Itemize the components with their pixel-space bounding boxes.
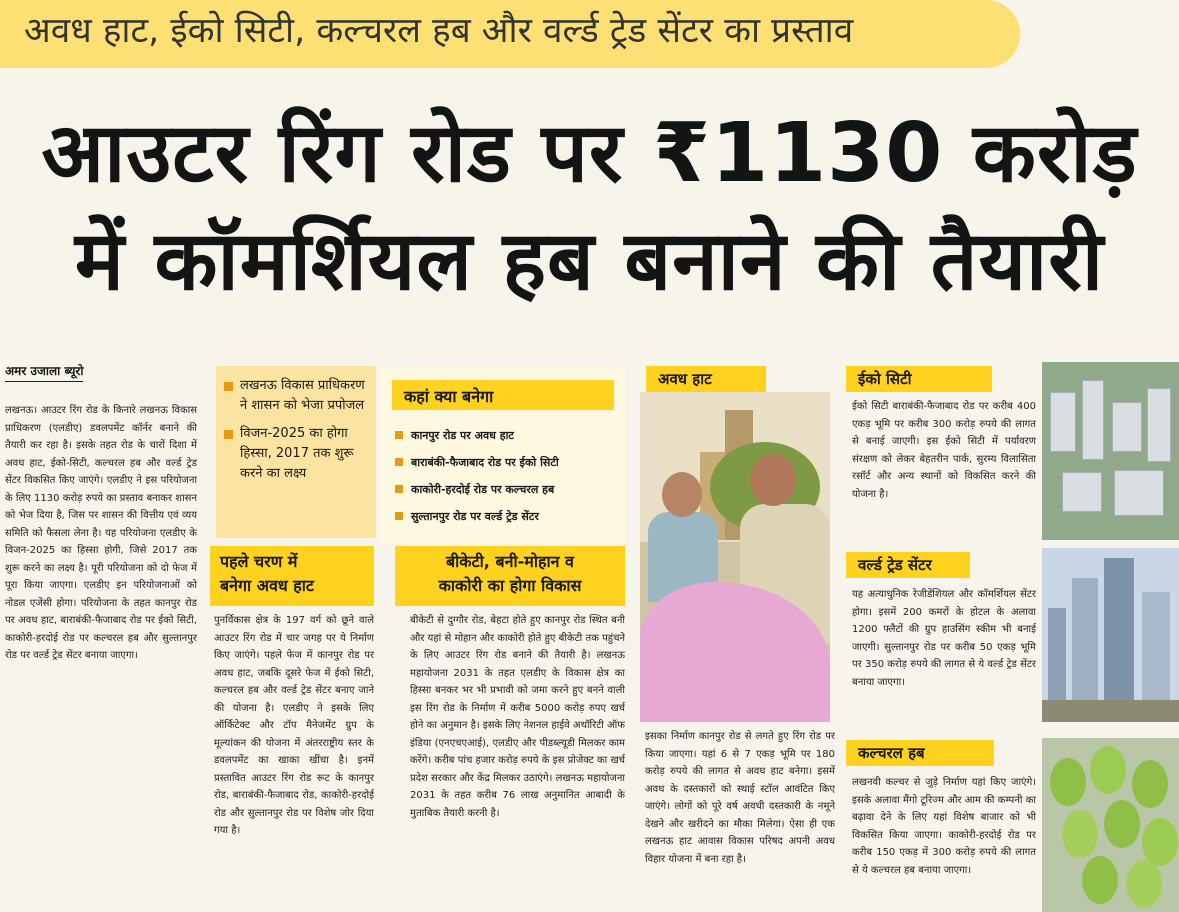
wtc-tag: वर्ल्ड ट्रेड सेंटर <box>846 552 970 578</box>
wtc-rendering <box>1042 548 1179 722</box>
awadh-haat-body: इसका निर्माण कानपुर रोड से लगते हुए रिंग रोड पर किया जाएगा। यहां 6 से 7 एकड़ भूमि पर 180 करोड़ रुपये की लागत से अवध हाट बनेगा। इसमें अवध के दस्तकारों को स्थाई स्टॉल आवंटित किए जाएंगे। लोगों को पूरे वर्ष अवधी दस्तकारी के नमूने देखने और खरीदने का मौका मिलेगा। ऐसा ही एक लखनऊ हाट आवास विकास परिषद अपनी अवध विहार योजना में बना रहा है। <box>645 731 835 865</box>
phase2-body: बीकेटी से दुग्गौर रोड, बेहटा होते हुए कानपुर रोड स्थित बनी और यहां से मोहान और काकोरी होते हुए बीकेटी तक पहुंचने के लिए आउटर रिंग रोड बनाने की तैयारी है। लखनऊ महायोजना 2031 के तहत एलडीए के विकास क्षेत्र का हिस्सा बनकर भर भी प्रभावी को जमा करने हुए बनने वाली इस रिंग रोड के निर्माण में करीब 5000 करोड़ रुपए खर्च होने का अनुमान है। इसके लिए नेशनल हाईवे अथॉरिटी ऑफ इंडिया (एनएचएआई), एलडीए और पीडब्ल्यूडी मिलकर काम करेंगे। करीब पांच हजार करोड़ रुपये के इस प्रोजेक्ट का खर्च प्रदेश सरकार और केंद्र मिलकर उठाएंगे। लखनऊ महायोजना 2031 के तहत करीब 76 लाख अनुमानित आबादी के मुताबिक तैयारी करनी है। <box>410 615 625 819</box>
artisans-photo <box>640 392 830 722</box>
phase2-heading <box>395 546 625 606</box>
headline <box>0 100 1179 316</box>
where-box-title: कहां क्या बनेगा <box>392 380 614 410</box>
where-item: बाराबंकी-फैजाबाद रोड पर ईको सिटी <box>395 455 559 470</box>
awadh-haat-tag: अवध हाट <box>646 366 766 392</box>
col1-body: लखनऊ। आउटर रिंग रोड के किनारे लखनऊ विकास प्राधिकरण (एलडीए) डवलपमेंट कॉर्नर बनाने की तैयारी कर रहा है। इसके तहत रोड के चारों दिशा में अवध हाट, ईको-सिटी, कल्चरल हब और वर्ल्ड ट्रेड सेंटर विकसित किए जाएंगे। एलडीए ने इस परियोजना के लिए 1130 करोड़ रुपये का प्रस्ताव बनाकर शासन को भेज दिया है, जिस पर शासन की वित्तीय एवं व्यय समिति को फैसला लेना है। यह परियोजना एलडीए के विजन-2025 का हिस्सा होगी, जिसे 2017 तक शुरू करने का लक्ष्य है। पूरी परियोजना को दो फेज में पूरा किया जाएगा। एलडीए इन परियोजनाओं को नोडल एजेंसी होगा। परियोजना के तहत कानपुर रोड पर अवध हाट, बाराबंकी-फैजाबाद रोड पर ईको सिटी, काकोरी-हरदोई रोड पर कल्चरल हब और सुल्तानपुर रोड पर वर्ल्ड ट्रेड सेंटर बनाया जाएगा। <box>5 405 197 661</box>
eco-city-rendering <box>1042 362 1179 540</box>
eco-city-tag: ईको सिटी <box>846 366 992 392</box>
highlight-item: विजन-2025 का होगा हिस्सा, 2017 तक शुरू करने का लक्ष्य <box>222 424 370 484</box>
where-item: काकोरी-हरदोई रोड पर कल्चरल हब <box>395 482 554 497</box>
where-item: सुल्तानपुर रोड पर वर्ल्ड ट्रेड सेंटर <box>395 509 539 524</box>
phase2-heading-line1: बीकेटी, बनी-मोहान व <box>446 552 574 571</box>
eco-city-body: ईको सिटी बाराबंकी-फैजाबाद रोड पर करीब 400 एकड़ भूमि पर करीब 300 करोड़ रुपये की लागत से बनाई जाएगी। इस ईको सिटी में पर्यावरण संरक्षण को लेकर बेहतरीन पार्क, सुरम्य विलासिता रसॉर्ट और अन्य स्थानों को विकसित करने की योजना है। <box>852 401 1036 500</box>
phase1-heading <box>210 546 374 606</box>
byline: अमर उजाला ब्यूरो <box>5 362 83 382</box>
wtc-body: यह अत्याधुनिक रेजीडेंशियल और कॉमर्शियल सेंटर होगा। इसमें 200 कमरों के होटल के अलावा 1200 फ्लैटों की ग्रुप हाउसिंग स्कीम भी बनाई जाएगी। सुल्तानपुर रोड पर करीब 50 एकड़ भूमि पर 350 करोड़ रुपये की लागत से ये वर्ल्ड ट्रेड सेंटर बनाया जाएगा। <box>852 589 1036 688</box>
headline-line-1: आउटर रिंग रोड पर ₹1130 करोड़ <box>41 106 1138 201</box>
phase1-body: पुनर्विकास क्षेत्र के 197 वर्ग को छूने वाले आउटर रिंग रोड में चार जगह पर ये निर्माण किए जाएंगे। पहले फेज में कानपुर रोड पर अवध हाट, जबकि दूसरे फेज में ईको सिटी, कल्चरल हब और वर्ल्ड ट्रेड सेंटर बनाए जाने की योजना है। एलडीए ने इसके लिए ऑर्किटेक्ट और टॉप मैनेजमेंट ग्रुप के मूल्यांकन की योजना में अंतरराष्ट्रीय स्तर के डवलपमेंट का खाका खींचा है। इनमें प्रस्तावित आउटर रिंग रोड रूट के कानपुर रोड, बाराबंकी-फैजाबाद रोड, काकोरी-हरदोई रोड और सुल्तानपुर रोड पर विशेष जोर दिया गया है। <box>214 615 374 836</box>
highlights-box <box>216 366 376 538</box>
highlight-item: लखनऊ विकास प्राधिकरण ने शासन को भेजा प्रपोजल <box>222 376 370 416</box>
phase1-heading-line1: पहले चरण में <box>220 552 298 571</box>
cultural-hub-tag: कल्चरल हब <box>846 740 994 766</box>
cultural-hub-body: लखनवी कल्चर से जुड़े निर्माण यहां किए जाएंगे। इसके अलावा मैंगो टूरिज्म और आम की कम्पनी का बढ़ावा देने के लिए यहां विशेष बाजार को भी विकसित किया जाएगा। काकोरी-हरदोई रोड पर करीब 150 एकड़ में 300 करोड़ रुपये की लागत से ये कल्चरल हब बनाया जाएगा। <box>852 777 1036 876</box>
phase1-heading-line2: बनेगा अवध हाट <box>220 576 314 595</box>
where-item: कानपुर रोड पर अवध हाट <box>395 428 514 443</box>
headline-line-2: में कॉमर्शियल हब बनाने की तैयारी <box>74 214 1105 309</box>
kicker-strip <box>0 0 1020 68</box>
mangoes-photo <box>1042 738 1179 912</box>
phase2-heading-line2: काकोरी का होगा विकास <box>438 576 582 595</box>
kicker-text: अवध हाट, ईको सिटी, कल्चरल हब और वर्ल्ड ट्रेड सेंटर का प्रस्ताव <box>24 11 854 51</box>
